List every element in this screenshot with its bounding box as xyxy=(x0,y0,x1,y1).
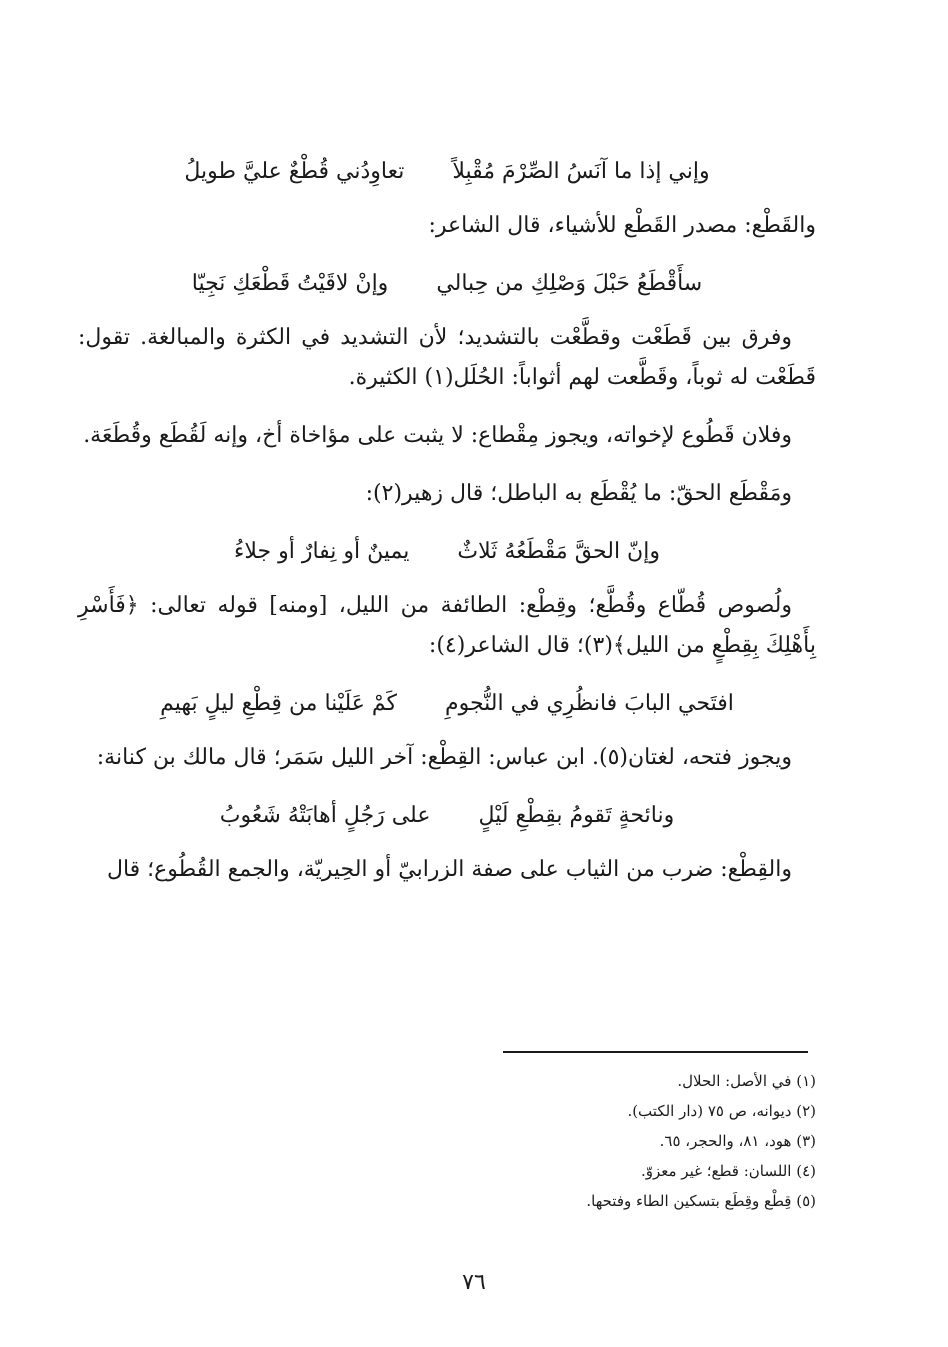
paragraph-7: والقِطْع: ضرب من الثياب على صفة الزرابيّ أو الحِيريّة، والجمع القُطُوع؛ قال xyxy=(106,857,792,882)
footnote-4: (٤) اللسان: قطع؛ غير معزوّ. xyxy=(640,1162,816,1180)
verse-4-second-hemistich: كَمْ عَلَيْنا من قِطْعِ ليلٍ بَهيمِ xyxy=(160,691,397,716)
verse-1-first-hemistich: وإني إذا ما آنَسُ الصِّرْمَ مُقْبِلاً xyxy=(452,159,710,184)
verse-1 xyxy=(78,152,816,192)
verse-2-first-hemistich: سأَقْطَعُ حَبْلَ وَصْلِكِ من حِبالي xyxy=(436,271,703,296)
verse-3 xyxy=(78,532,816,572)
verse-3-second-hemistich: يمينٌ أو نِفارٌ أو جلاءُ xyxy=(234,539,410,564)
main-text xyxy=(78,140,816,908)
footnote-separator xyxy=(503,1051,808,1053)
verse-3-first-hemistich: وإنّ الحقَّ مَقْطَعُهُ ثَلاثٌ xyxy=(457,539,660,564)
page-number: ٧٦ xyxy=(462,1270,486,1295)
paragraph-4: ومَقْطَع الحقّ: ما يُقْطَع به الباطل؛ قال زهير(٢): xyxy=(365,481,792,506)
verse-4 xyxy=(78,684,816,724)
paragraph-2: وفرق بين قَطَعْت وقطَّعْت بالتشديد؛ لأن التشديد في الكثرة والمبالغة. تقول: قَطَعْت له ثوباً، وقَطَّعت لهم أثواباً: الحُلَل(١) الكثيرة. xyxy=(78,325,816,390)
paragraph-6: ويجوز فتحه، لغتان(٥). ابن عباس: القِطْع: آخر الليل سَمَر؛ قال مالك بن كنانة: xyxy=(96,745,792,770)
footnote-2: (٢) ديوانه، ص ٧٥ (دار الكتب). xyxy=(627,1102,816,1120)
verse-5 xyxy=(78,796,816,836)
footnotes xyxy=(520,1066,816,1216)
verse-2-second-hemistich: وإنْ لاقَيْتُ قَطْعَكِ نَجِيّا xyxy=(191,271,389,296)
paragraph-5: ولُصوص قُطّاع وقُطَّع؛ وقِطْع: الطائفة من الليل، [ومنه] قوله تعالى: ﴿فَأَسْرِ بِأَهْلِكَ بِقِطْعٍ من الليل﴾(٣)؛ قال الشاعر(٤): xyxy=(78,593,816,658)
verse-4-first-hemistich: افتَحي البابَ فانظُرِي في النُّجومِ xyxy=(444,691,734,716)
footnote-3: (٣) هود، ٨١، والحجر، ٦٥. xyxy=(659,1132,816,1150)
verse-1-second-hemistich: تعاوِدُني قُطْعٌ عليَّ طويلُ xyxy=(184,159,405,184)
verse-5-first-hemistich: ونائحةٍ تَقومُ بقِطْعِ لَيْلٍ xyxy=(478,803,675,828)
paragraph-1: والقَطْع: مصدر القَطْع للأشياء، قال الشاعر: xyxy=(428,213,816,238)
verse-5-second-hemistich: على رَجُلٍ أهابَتْهُ شَعُوبُ xyxy=(219,803,431,828)
verse-2 xyxy=(78,264,816,304)
footnote-1: (١) في الأصل: الحلال. xyxy=(677,1072,816,1090)
footnote-5: (٥) قِطْع وقِطَع بتسكين الطاء وفتحها. xyxy=(586,1192,816,1210)
paragraph-3: وفلان قَطُوع لإخواته، ويجوز مِقْطاع: لا يثبت على مؤاخاة أخ، وإنه لَقُطَع وقُطَعَة. xyxy=(83,423,792,448)
